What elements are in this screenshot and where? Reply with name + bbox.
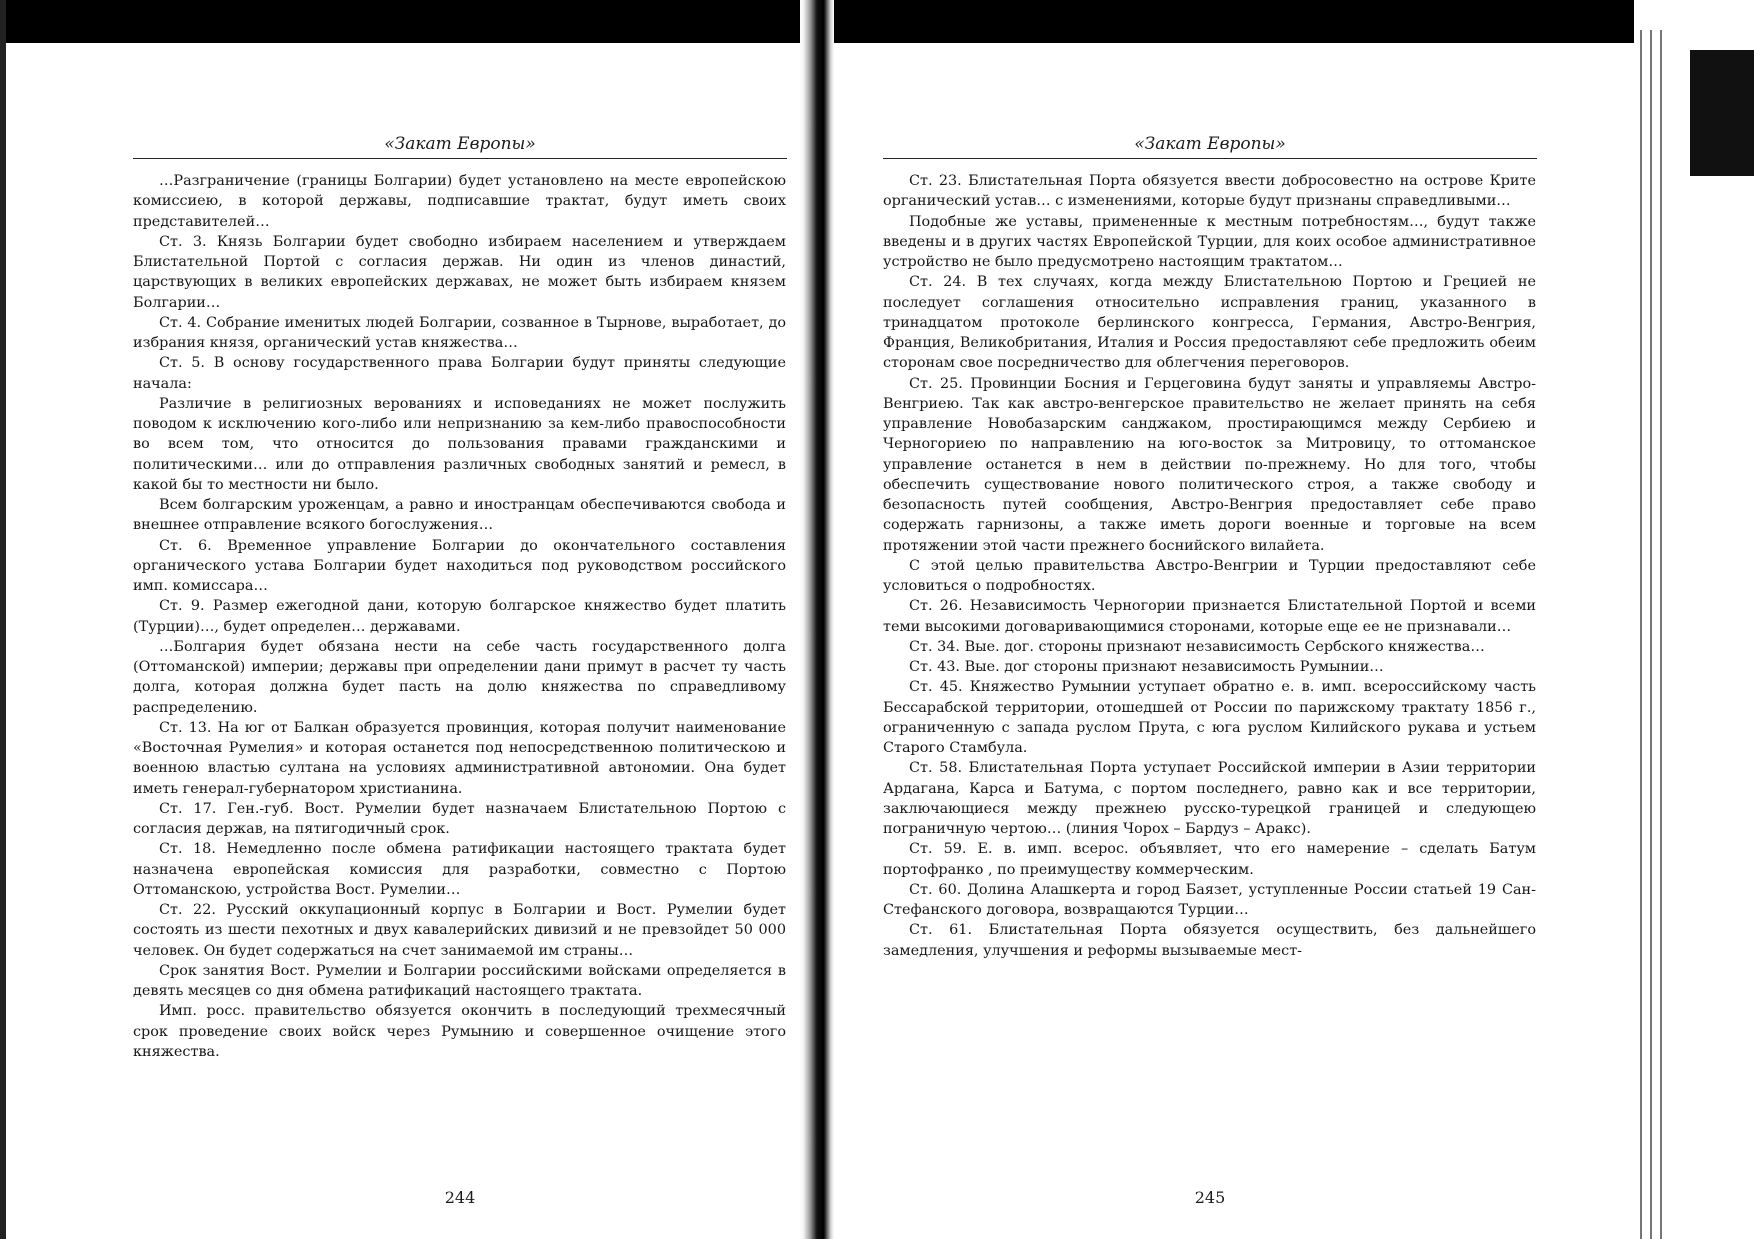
paragraph: Ст. 18. Немедленно после обмена ратификации настоящего трактата будет назначена европейская комиссия для разработки, совместно с Портою Оттоманскою, устройства Вост. Румелии… [133, 841, 786, 898]
left-page-number: 244 [444, 1188, 476, 1207]
paragraph: Ст. 25. Провинции Босния и Герцеговина будут заняты и управляемы Австро-Венгриею. Так как австро-венгерское правительство не желает принять на себя управление Новобазарским санджаком, простирающимся между Сербиею и Черногориею по направлению на юго-восток за Митровицу, то оттоманское управление останется в нем в действии по-прежнему. Но для того, чтобы обеспечить существование нового политического строя, а также свободу и безопасность путей сообщения, Австро-Венгрия предоставляет себе право содержать гарнизоны, а также иметь дороги военные и торговые на всем протяжении этой части прежнего боснийского вилайета. [883, 375, 1536, 554]
paragraph: Ст. 13. На юг от Балкан образуется провинция, которая получит наименование «Восточная Румелия» и которая останется под непосредственною политическою и военною властью султана на условиях административной автономии. Она будет иметь генерал-губернатором христианина. [133, 719, 786, 797]
left-running-header: «Закат Европы» [384, 134, 536, 154]
right-page [834, 0, 1634, 1239]
scan-artifact-line [1650, 30, 1652, 1239]
scan-right-margin [1634, 0, 1754, 1239]
right-header-rule [883, 158, 1537, 159]
paragraph: Срок занятия Вост. Румелии и Болгарии российскими войсками определяется в девять месяцев со дня обмена ратификаций настоящего трактата. [133, 962, 786, 999]
paragraph: Ст. 5. В основу государственного права Болгарии будут приняты следующие начала: [133, 355, 786, 392]
paragraph: Ст. 43. Вые. дог стороны признают независимость Румынии… [909, 659, 1384, 675]
book-spine-gutter [800, 0, 834, 1239]
left-header-rule [133, 158, 787, 159]
paragraph: Ст. 6. Временное управление Болгарии до окончательного составления органического устава Болгарии будет находиться под руководством российского имп. комиссара… [133, 537, 786, 594]
paragraph: Ст. 3. Князь Болгарии будет свободно избираем населением и утверждаем Блистательной Портой с согласия держав. Ни один из членов династий, царствующих в великих европейских державах, не может быть избираем князем Болгарии… [133, 233, 786, 311]
paragraph: Всем болгарским уроженцам, а равно и иностранцам обеспечиваются свобода и внешнее отправление всякого богослужения… [133, 497, 786, 534]
paragraph: Ст. 9. Размер ежегодной дани, которую болгарское княжество будет платить (Турции)…, будет определен… державами. [133, 598, 786, 635]
paragraph: Ст. 22. Русский оккупационный корпус в Болгарии и Вост. Румелии будет состоять из шести пехотных и двух кавалерийских дивизий и не превзойдет 50 000 человек. Он будет содержаться на счет занимаемой им страны… [133, 902, 786, 959]
paragraph: С этой целью правительства Австро-Венгрии и Турции предоставляют себе условиться о подробностях. [883, 557, 1536, 594]
paragraph: Ст. 45. Княжество Румынии уступает обратно е. в. имп. всероссийскому часть Бессарабской территории, отошедшей от России по парижскому трактату 1856 г., ограниченную с запада руслом Прута, с юга руслом Килийского рукава и устьем Старого Стамбула. [883, 679, 1536, 756]
paragraph: Ст. 26. Независимость Черногории признается Блистательной Портой и всеми теми высокими договаривающимися сторонами, которые еще ее не признавали… [883, 598, 1536, 635]
paragraph: Ст. 4. Собрание именитых людей Болгарии, созванное в Тырнове, выработает, до избрания князя, органический устав княжества… [133, 314, 786, 351]
scan-edge-tab [1690, 50, 1754, 176]
left-body-text [133, 171, 786, 1062]
paragraph: Ст. 61. Блистательная Порта обязуется осуществить, без дальнейшего замедления, улучшения и реформы вызываемые мест- [883, 922, 1536, 959]
paragraph: Имп. росс. правительство обязуется окончить в последующий трехмесячный срок проведение своих войск через Румынию и совершенное очищение этого княжества. [133, 1003, 786, 1060]
paragraph: Ст. 58. Блистательная Порта уступает Российской империи в Азии территории Ардагана, Карса и Батума, с портом последнего, равно как и все территории, заключающиеся между прежнею русско-турецкой границей и следующею пограничную чертою… (линия Чорох – Бардуз – Аракс). [883, 760, 1536, 837]
paragraph: Ст. 23. Блистательная Порта обязуется ввести добросовестно на острове Крите органический устав… с изменениями, которые будут признаны справедливыми… [883, 173, 1536, 210]
paragraph: Ст. 17. Ген.-губ. Вост. Румелии будет назначаем Блистательною Портою с согласия держав, на пятигодичный срок. [133, 800, 786, 837]
left-page [0, 0, 800, 1239]
paragraph: Ст. 60. Долина Алашкерта и город Баязет, уступленные России статьей 19 Сан-Стефанского договора, возвращаются Турции… [883, 881, 1536, 918]
paragraph: Различие в религиозных верованиях и исповеданиях не может послужить поводом к исключению кого-либо или непризнанию за кем-либо правоспособности во всем том, что относится до пользования правами гражданскими и политическими… или до отправления различных свободных занятий и ремесл, в какой бы то местности ни было. [133, 395, 786, 493]
paragraph: Ст. 59. Е. в. имп. всерос. объявляет, что его намерение – сделать Батум портофранко , по преимуществу коммерческим. [883, 841, 1536, 878]
scan-artifact-line [1660, 30, 1662, 1239]
paragraph: Ст. 24. В тех случаях, когда между Блистательною Портою и Грецией не последует соглашения относительно исправления границ, указанного в тринадцатом протоколе берлинского конгресса, Германия, Австро-Венгрия, Франция, Великобритания, Италия и Россия предоставляют себе предложить обеим сторонам свое посредничество для облегчения переговоров. [883, 274, 1536, 372]
right-page-number: 245 [1194, 1188, 1226, 1207]
paragraph: …Болгария будет обязана нести на себе часть государственного долга (Оттоманской) империи; державы при определении дани примут в расчет ту часть долга, которая должна будет пасть на долю княжества по справедливому распределению. [133, 638, 786, 716]
paragraph: …Разграничение (границы Болгарии) будет установлено на месте европейскою комиссиею, в которой державы, подписавшие трактат, будут иметь своих представителей… [133, 173, 786, 230]
scan-artifact-line [1640, 30, 1642, 1239]
paragraph: Подобные же уставы, примененные к местным потребностям…, будут также введены и в других частях Европейской Турции, для коих особое административное устройство не было предусмотрено настоящим трактатом… [883, 213, 1536, 270]
right-body-text [883, 171, 1536, 961]
paragraph: Ст. 34. Вые. дог. стороны признают независимость Сербского княжества… [909, 638, 1485, 655]
right-running-header: «Закат Европы» [1134, 134, 1286, 154]
